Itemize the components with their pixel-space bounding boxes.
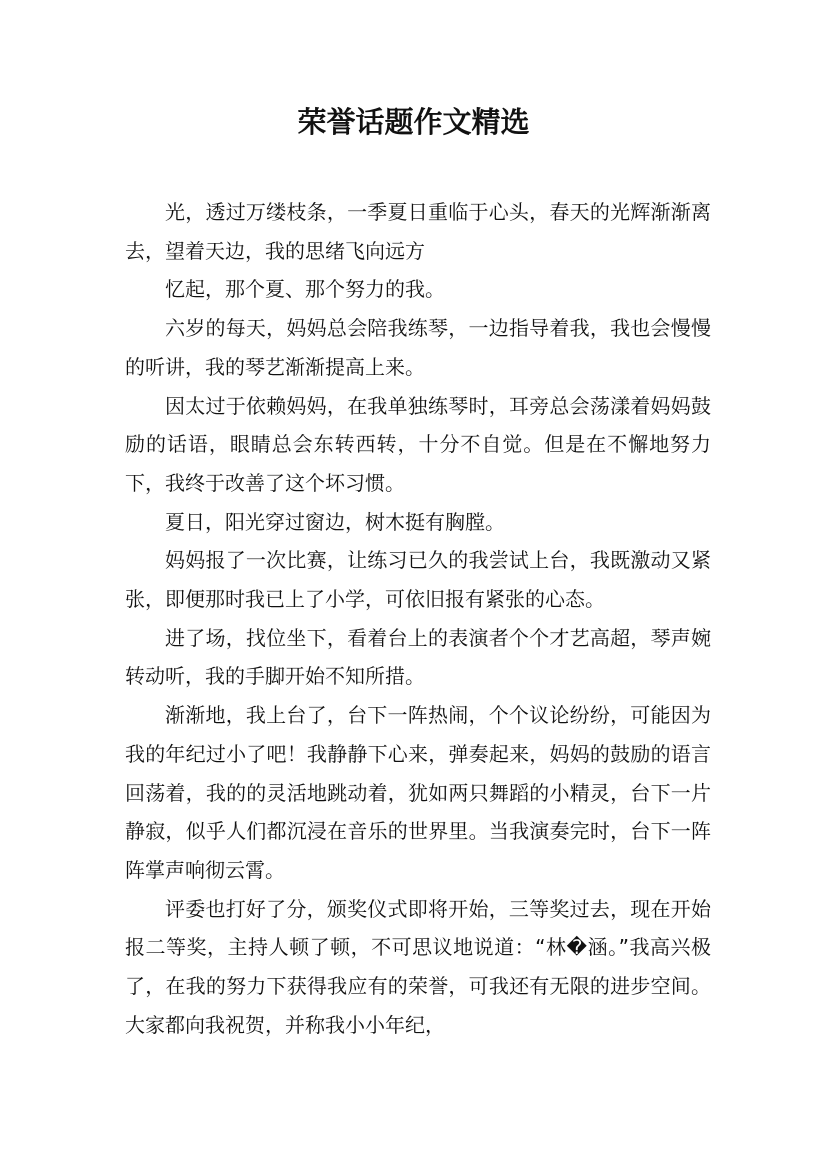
paragraph: 妈妈报了一次比赛，让练习已久的我尝试上台，我既激动又紧张，即便那时我已上了小学，可依旧报有紧张的心态。 — [125, 548, 711, 612]
paragraph: 忆起，那个夏、那个努力的我。 — [165, 277, 445, 302]
paragraph: 夏日，阳光穿过窗边，树木挺有胸膛。 — [165, 509, 505, 534]
page-title: 荣誉话题作文精选 — [297, 105, 530, 139]
paragraph: 因太过于依赖妈妈，在我单独练琴时，耳旁总会荡漾着妈妈鼓励的话语，眼睛总会东转西转，十分不自觉。但是在不懈地努力下，我终于改善了这个坏习惯。 — [125, 393, 711, 495]
paragraph: 光，透过万缕枝条，一季夏日重临于心头，春天的光辉渐渐离去，望着天边，我的思绪飞向远方 — [125, 200, 711, 263]
paragraph: 进了场，找位坐下，看着台上的表演者个个才艺高超，琴声婉转动听，我的手脚开始不知所措。 — [125, 625, 711, 689]
paragraph: 六岁的每天，妈妈总会陪我练琴，一边指导着我，我也会慢慢的听讲，我的琴艺渐渐提高上来。 — [125, 316, 711, 379]
paragraph: 渐渐地，我上台了，台下一阵热闹，个个议论纷纷，可能因为我的年纪过小了吧！我静静下心来，弹奏起来，妈妈的鼓励的语言回荡着，我的的灵活地跳动着，犹如两只舞蹈的小精灵，台下一片静寂，似乎人们都沉浸在音乐的世界里。当我演奏完时，台下一阵阵掌声响彻云霄。 — [125, 703, 711, 882]
article-body — [125, 193, 711, 1044]
paragraph: 评委也打好了分，颁奖仪式即将开始，三等奖过去，现在开始报二等奖，主持人顿了顿，不可思议地说道：“林�涵。”我高兴极了，在我的努力下获得我应有的荣誉，可我还有无限的进步空间。大家都向我祝贺，并称我小小年纪， — [125, 896, 711, 1037]
